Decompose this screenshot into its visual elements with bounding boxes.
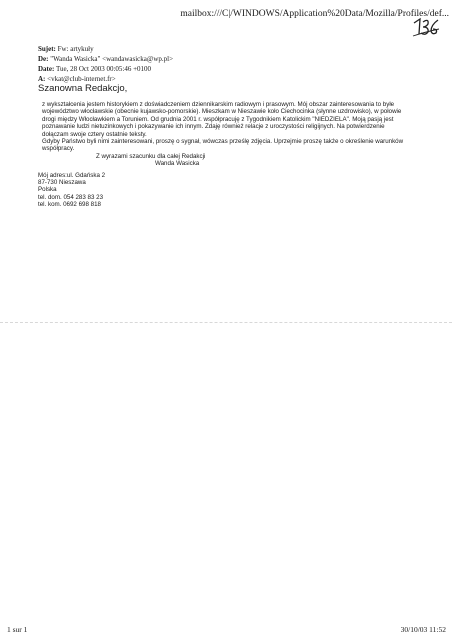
email-body [38,101,410,209]
body-paragraph: Gdyby Państwo byli nimi zainteresowani, proszę o sygnał, wówczas prześlę zdjęcia. Uprzejmie proszę także o określenie warunków współpracy. [42,138,404,153]
handwritten-page-number [411,17,441,37]
address-block [38,172,410,209]
header-subject: Sujet: Fw: artykuły [38,45,94,53]
header-to: A: <vkat@club-internet.fr> [38,75,116,83]
file-url: mailbox:///C|/WINDOWS/Application%20Data/Mozilla/Profiles/def... [180,9,449,19]
address-line: Mój adres:ul. Gdańska 2 [38,171,106,179]
page-count: 1 sur 1 [7,625,28,634]
address-line: tel. dom. 054 283 83 23 [38,193,104,201]
address-line: Polska [38,186,57,194]
email-headers [38,44,173,84]
print-timestamp: 30/10/03 11:52 [400,625,446,634]
header-from: De: "Wanda Wasicka" <wandawasicka@wp.pl> [38,55,174,63]
address-line: tel. kom. 0692 698 818 [38,201,101,209]
address-line: 87-730 Nieszawa [38,179,86,187]
signature: Wanda Wasicka [155,160,200,168]
scan-fold-line [0,322,452,323]
header-date: Date: Tue, 28 Oct 2003 00:05:46 +0100 [38,65,152,73]
body-paragraph: z wykształcenia jestem historykiem z doświadczeniem dziennikarskim radiowym i prasowym. Mój obszar zainteresowania to byłe województwo włocławskie (obecnie kujawsko-pomorskie). Mieszkam w Nieszawie koło Ciechocinka (słynne uzdrowisko), w połowie drogi między Włocławkiem a Toruniem. Od grudnia 2001 r. współpracuję z Tygodnikiem Katolickim "NIEDZIELA". Moją pasją jest poznawanie ludzi nietuzinkowych i pokazywanie ich innym. Zdaję również relacje z uroczystości religijnych. Na potwierdzenie dołączam swoje cztery ostatnie teksty. [42,101,402,138]
greeting: Szanowna Redakcjo, [38,83,128,94]
closing: Z wyrazami szacunku dla całej Redakcji [96,152,206,160]
